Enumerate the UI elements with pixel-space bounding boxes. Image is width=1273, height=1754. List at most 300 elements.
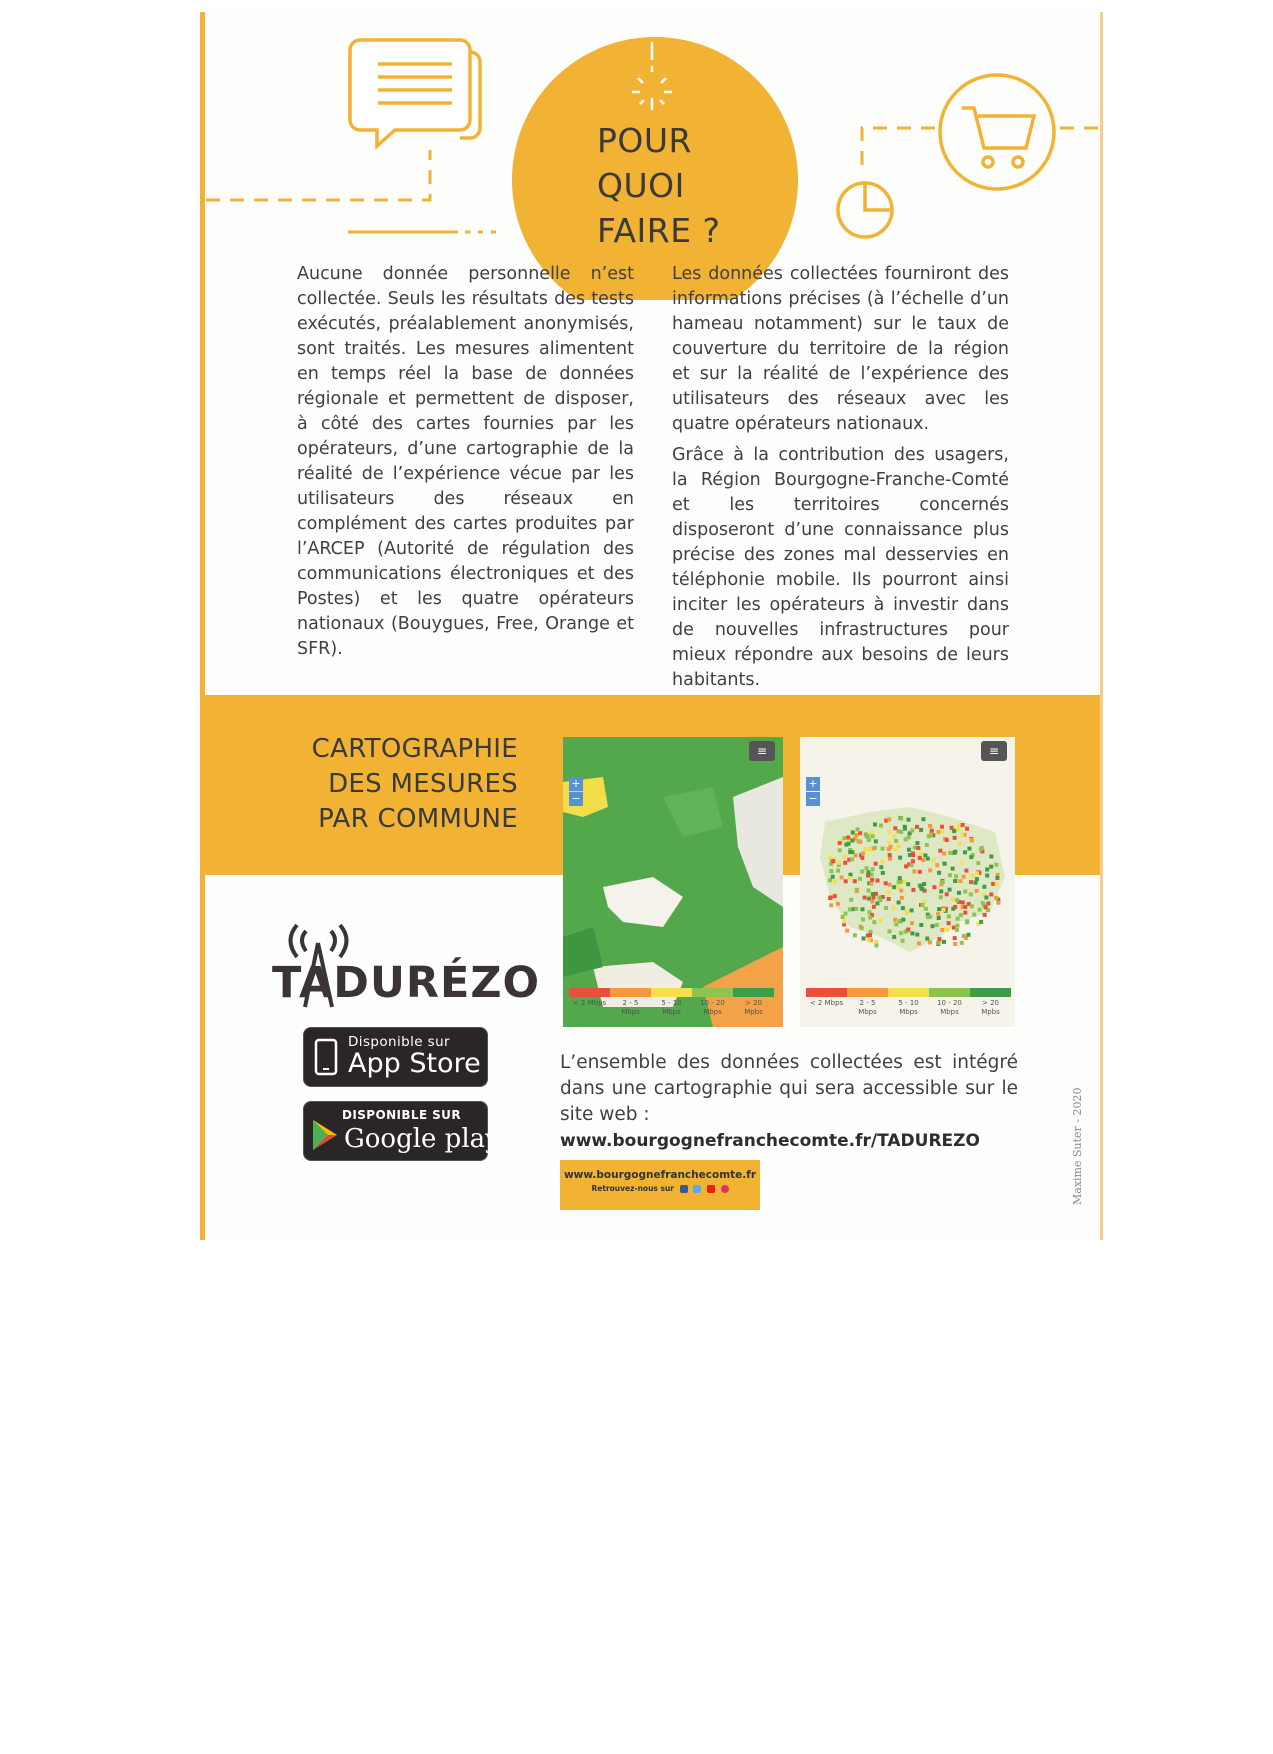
measure-dot (936, 941, 940, 945)
measure-dot (963, 890, 967, 894)
measure-dot (888, 857, 892, 861)
measure-dot (966, 933, 970, 937)
google-play-badge[interactable] (303, 1101, 500, 1161)
measure-dot (921, 817, 925, 821)
measure-dot (851, 839, 855, 843)
measure-dot (829, 869, 833, 873)
measure-dot (888, 853, 892, 857)
measure-dot (928, 824, 932, 828)
measure-dot (872, 920, 876, 924)
legend-swatch (651, 988, 692, 997)
legend-label: 10 - 20 Mbps (937, 999, 962, 1016)
menu-icon: ≡ (756, 744, 768, 758)
measure-dot (899, 817, 903, 821)
legend-label: 5 - 10 Mbps (661, 999, 682, 1016)
measure-dot (989, 892, 993, 896)
measure-dot (888, 929, 892, 933)
googleplay-small-label: DISPONIBLE SUR (342, 1108, 461, 1122)
appstore-small-label: Disponible sur (348, 1034, 450, 1050)
measure-dot (887, 847, 891, 851)
measure-dot (955, 928, 959, 932)
measure-dot (840, 876, 844, 880)
carto-title-line-3: PAR COMMUNE (318, 804, 518, 834)
website-link[interactable]: www.bourgognefranchecomte.fr/TADUREZO (560, 1131, 980, 1151)
measure-dot (892, 834, 896, 838)
measure-dot (959, 913, 963, 917)
measure-dot (920, 887, 924, 891)
measure-dot (901, 906, 905, 910)
pie-chart-icon (838, 183, 892, 237)
map-zoomed-terrain (563, 737, 783, 1027)
measure-dot (951, 867, 955, 871)
zoom-in-button[interactable]: + (569, 777, 583, 791)
legend-label: 2 - 5 Mbps (858, 999, 877, 1016)
measure-dot (871, 834, 875, 838)
measure-dot (860, 926, 864, 930)
measure-dot (874, 940, 878, 944)
measure-dot (995, 876, 999, 880)
measure-dot (910, 863, 914, 867)
measure-dot (833, 880, 837, 884)
measure-dot (979, 920, 983, 924)
googleplay-big-label: Google play (344, 1124, 500, 1154)
measure-dot (950, 826, 954, 830)
measure-dot (939, 895, 943, 899)
measure-dot (942, 852, 946, 856)
measure-dot (957, 891, 961, 895)
zoom-controls (806, 777, 820, 807)
title-line-1: POUR (597, 121, 692, 160)
measure-dot (922, 882, 926, 886)
measure-dot (940, 830, 944, 834)
measure-dot (962, 875, 966, 879)
measure-dot (975, 871, 979, 875)
measure-dot (948, 888, 952, 892)
measure-dot (868, 847, 872, 851)
measure-dot (938, 849, 942, 853)
measure-dot (841, 915, 845, 919)
carto-title-line-1: CARTOGRAPHIE (311, 734, 518, 764)
integration-text: L’ensemble des données collectées est intégré dans une cartographie qui sera accessible sur le site web : (560, 1052, 1018, 1125)
measure-dot (864, 847, 868, 851)
follow-label: Retrouvez-nous sur (591, 1184, 674, 1193)
measure-dot (930, 829, 934, 833)
menu-icon: ≡ (988, 744, 1000, 758)
measure-dot (937, 916, 941, 920)
zoom-out-button[interactable]: − (806, 792, 820, 806)
speed-legend (569, 988, 774, 1017)
measure-dot (919, 923, 923, 927)
measure-dot (897, 880, 901, 884)
measure-dot (984, 905, 988, 909)
measure-dot (910, 829, 914, 833)
instagram-icon[interactable] (721, 1185, 729, 1193)
measure-dot (838, 848, 842, 852)
measure-dot (970, 904, 974, 908)
measure-dot (919, 851, 923, 855)
measure-dot (928, 868, 932, 872)
measure-dot (925, 937, 929, 941)
measure-dot (887, 897, 891, 901)
measure-dot (953, 836, 957, 840)
measure-dot (844, 879, 848, 883)
legend-swatch (806, 988, 847, 997)
measure-dot (856, 827, 860, 831)
measure-dot (963, 850, 967, 854)
measure-dot (975, 877, 979, 881)
measure-dot (833, 894, 837, 898)
footer-box (560, 1160, 760, 1210)
body-column-left (297, 262, 634, 668)
measure-dot (861, 918, 865, 922)
measure-dot (884, 906, 888, 910)
legend-swatch (569, 988, 610, 997)
measure-dot (985, 868, 989, 872)
zoom-controls (569, 777, 583, 807)
measure-dot (871, 867, 875, 871)
measure-dot (960, 941, 964, 945)
legend-swatch (610, 988, 651, 997)
measure-dot (947, 921, 951, 925)
measure-dot (860, 870, 864, 874)
measure-dot (875, 944, 879, 948)
measure-dot (853, 879, 857, 883)
measure-dot (983, 913, 987, 917)
measure-dot (854, 853, 858, 857)
measure-dot (963, 905, 967, 909)
measure-dot (982, 885, 986, 889)
cartographie-title (260, 732, 518, 837)
measure-dot (978, 908, 982, 912)
measure-dot (927, 834, 931, 838)
measure-dot (960, 833, 964, 837)
measure-dot (986, 902, 990, 906)
measure-dot (861, 907, 865, 911)
title-line-3: FAIRE ? (597, 211, 721, 250)
integration-paragraph (560, 1050, 1018, 1154)
measure-dot (910, 908, 914, 912)
measure-dot (913, 846, 917, 850)
measure-dot (953, 879, 957, 883)
measure-dot (854, 907, 858, 911)
measure-dot (845, 929, 849, 933)
measure-dot (953, 936, 957, 940)
measure-dot (920, 903, 924, 907)
measure-dot (847, 842, 851, 846)
measure-dot (915, 825, 919, 829)
measure-dot (961, 823, 965, 827)
facebook-icon[interactable] (680, 1185, 688, 1193)
measure-dot (906, 928, 910, 932)
measure-dot (879, 824, 883, 828)
measure-dot (894, 839, 898, 843)
measure-dot (918, 856, 922, 860)
measure-dot (893, 826, 897, 830)
measure-dot (861, 851, 865, 855)
legend-label: < 2 Mbps (809, 999, 844, 1007)
footer-follow (560, 1184, 760, 1193)
measure-dot (858, 831, 862, 835)
measure-dot (887, 890, 891, 894)
measure-dot (924, 907, 928, 911)
measure-dot (911, 888, 915, 892)
measure-dot (899, 931, 903, 935)
measure-dot (900, 896, 904, 900)
measure-dot (940, 825, 944, 829)
app-logo-wordmark: TADURÉZO (272, 958, 541, 1008)
measure-dot (970, 839, 974, 843)
footer-site-link[interactable]: www.bourgognefranchecomte.fr (563, 1169, 757, 1181)
measure-dot (957, 828, 961, 832)
measure-dot (878, 919, 882, 923)
measure-dot (844, 912, 848, 916)
measure-dot (880, 860, 884, 864)
body-column-right (672, 262, 1009, 699)
measure-dot (870, 900, 874, 904)
measure-dot (887, 830, 891, 834)
measure-dot (858, 877, 862, 881)
measure-dot (932, 885, 936, 889)
measure-dot (945, 928, 949, 932)
measure-dot (894, 922, 898, 926)
title-line-2: QUOI (597, 166, 685, 205)
map-zoomed[interactable] (563, 737, 783, 1027)
measure-dot (926, 857, 930, 861)
measure-dot (942, 940, 946, 944)
measure-dot (884, 881, 888, 885)
measure-dot (848, 850, 852, 854)
measure-dot (943, 862, 947, 866)
measure-dot (881, 847, 885, 851)
measure-dot (898, 876, 902, 880)
measure-dot (906, 882, 910, 886)
paragraph-contribution: Grâce à la contribution des usagers, la Région Bourgogne-Franche-Comté et les territoires concernés disposeront d’une connaissance plus précise des zones mal desservies en téléphonie mobile. Ils pourront ainsi inciter les opérateurs à investir dans de nouvelles infrastructures pour mieux répondre aux besoins de leurs habitants. (672, 445, 1009, 690)
measure-dot (907, 818, 911, 822)
measure-dot (897, 844, 901, 848)
measure-dot (979, 847, 983, 851)
measure-dot (881, 871, 885, 875)
shopping-cart-icon (940, 75, 1054, 189)
measure-dot (989, 855, 993, 859)
measure-dot (994, 863, 998, 867)
measure-dot (911, 859, 915, 863)
measure-dot (903, 826, 907, 830)
measure-dot (991, 882, 995, 886)
measure-dot (866, 934, 870, 938)
measure-dot (928, 915, 932, 919)
measure-dot (996, 901, 1000, 905)
measure-dot (843, 855, 847, 859)
legend-label: > 20 Mpbs (981, 999, 1000, 1016)
measure-dot (893, 918, 897, 922)
measure-dot (917, 941, 921, 945)
measure-dot (971, 874, 975, 878)
measure-dot (910, 931, 914, 935)
map-region[interactable] (800, 737, 1015, 1027)
measure-dot (928, 940, 932, 944)
measure-dot (897, 885, 901, 889)
measure-dot (869, 882, 873, 886)
map-menu-button[interactable] (981, 741, 1007, 761)
legend-swatch (733, 988, 774, 997)
measure-dot (915, 933, 919, 937)
measure-dot (925, 843, 929, 847)
zoom-out-button[interactable]: − (569, 792, 583, 806)
paragraph-data-usage: Les données collectées fourniront des informations précises (à l’échelle d’un hameau notamment) sur le taux de couverture du territoire de la région et sur la réalité de l’expérience des utilisateurs des réseaux avec les quatre opérateurs nationaux. (672, 264, 1009, 434)
measure-dot (894, 848, 898, 852)
measure-dot (873, 823, 877, 827)
legend-swatch (929, 988, 970, 997)
measure-dot (872, 905, 876, 909)
measure-dot (865, 834, 869, 838)
measure-dot (975, 889, 979, 893)
measure-dot (919, 828, 923, 832)
measure-dot (842, 919, 846, 923)
measure-dot (918, 870, 922, 874)
measure-dot (904, 837, 908, 841)
measure-dot (969, 880, 973, 884)
measure-dot (957, 842, 961, 846)
measure-dot (956, 924, 960, 928)
legend-label: 5 - 10 Mbps (898, 999, 919, 1016)
measure-dot (905, 909, 909, 913)
measure-dot (911, 853, 915, 857)
measure-dot (849, 898, 853, 902)
measure-dot (995, 882, 999, 886)
measure-dot (937, 907, 941, 911)
measure-dot (848, 876, 852, 880)
measure-dot (942, 908, 946, 912)
legend-label: 2 - 5 Mbps (621, 999, 640, 1016)
legend-label: > 20 Mpbs (744, 999, 763, 1016)
measure-dot (936, 912, 940, 916)
measure-dot (937, 871, 941, 875)
map-menu-button[interactable] (749, 741, 775, 761)
measure-dot (940, 928, 944, 932)
measure-dot (836, 869, 840, 873)
legend-swatch (692, 988, 733, 997)
measure-dot (955, 898, 959, 902)
measure-dot (892, 885, 896, 889)
measure-dot (899, 889, 903, 893)
measure-dot (964, 869, 968, 873)
measure-dot (931, 924, 935, 928)
measure-dot (867, 938, 871, 942)
legend-label: < 2 Mbps (572, 999, 607, 1007)
app-store-badge[interactable] (303, 1027, 488, 1087)
measure-dot (951, 897, 955, 901)
measure-dot (862, 936, 866, 940)
legend-swatch (847, 988, 888, 997)
paragraph-data-privacy: Aucune donnée personnelle n’est collectée. Seuls les résultats des tests exécutés, préalablement anonymisés, sont traités. Les mesures alimentent en temps réel la base de données régionale et permettent de disposer, à côté des cartes fournies par les opérateurs, d’une cartographie de la réalité de l’expérience vécue par les utilisateurs des réseaux en complément des cartes produites par l’ARCEP (Autorité de régulation des communications électroniques et des Postes) et les quatre opérateurs nationaux (Bouygues, Free, Orange et SFR). (297, 264, 634, 659)
measure-dot (939, 889, 943, 893)
measure-dot (941, 880, 945, 884)
measure-dot (843, 836, 847, 840)
measure-dot (935, 923, 939, 927)
carto-title-line-2: DES MESURES (328, 769, 518, 799)
measure-dot (959, 861, 963, 865)
measure-dot (953, 905, 957, 909)
measure-dot (892, 906, 896, 910)
map-region-terrain (800, 737, 1015, 1027)
zoom-in-button[interactable]: + (806, 777, 820, 791)
measure-dot (953, 942, 957, 946)
measure-dot (984, 896, 988, 900)
measure-dot (969, 892, 973, 896)
measure-dot (831, 859, 835, 863)
appstore-big-label: App Store (348, 1048, 481, 1079)
measure-dot (945, 892, 949, 896)
measure-dot (829, 896, 833, 900)
measure-dot (912, 870, 916, 874)
measure-dot (888, 841, 892, 845)
section-title (597, 118, 797, 253)
measure-dot (868, 916, 872, 920)
youtube-icon[interactable] (707, 1185, 715, 1193)
measure-dot (879, 865, 883, 869)
measure-dot (879, 898, 883, 902)
measure-dot (829, 903, 833, 907)
phone-icon (314, 1038, 338, 1076)
measure-dot (952, 851, 956, 855)
legend-swatch (888, 988, 929, 997)
measure-dot (866, 870, 870, 874)
measure-dot (899, 830, 903, 834)
measure-dot (969, 855, 973, 859)
measure-dot (850, 857, 854, 861)
measure-dot (898, 856, 902, 860)
measure-dot (937, 830, 941, 834)
measure-dot (976, 861, 980, 865)
measure-dot (961, 901, 965, 905)
measure-dot (836, 902, 840, 906)
google-play-icon (311, 1118, 339, 1152)
measure-dot (903, 880, 907, 884)
measure-dot (957, 824, 961, 828)
measure-dot (963, 911, 967, 915)
measure-dot (901, 918, 905, 922)
measure-dot (888, 883, 892, 887)
measure-dot (954, 874, 958, 878)
measure-dot (974, 881, 978, 885)
measure-dot (994, 896, 998, 900)
measure-dot (915, 841, 919, 845)
measure-dot (956, 917, 960, 921)
chat-bubbles-icon (350, 40, 480, 146)
measure-dot (863, 896, 867, 900)
speed-legend (806, 988, 1011, 1017)
measure-dot (855, 889, 859, 893)
measure-dot (897, 901, 901, 905)
legend-label: 10 - 20 Mbps (700, 999, 725, 1016)
measure-dot (937, 937, 941, 941)
measure-dot (876, 879, 880, 883)
measure-dot (831, 875, 835, 879)
measure-dot (910, 921, 914, 925)
twitter-icon[interactable] (693, 1185, 701, 1193)
measure-dot (846, 836, 850, 840)
measure-dot (932, 858, 936, 862)
measure-dot (858, 840, 862, 844)
measure-dot (965, 920, 969, 924)
measure-dot (838, 841, 842, 845)
measure-dot (851, 831, 855, 835)
measure-dot (865, 866, 869, 870)
measure-dot (965, 827, 969, 831)
measure-dot (860, 856, 864, 860)
measure-dot (871, 892, 875, 896)
measure-dot (843, 861, 847, 865)
